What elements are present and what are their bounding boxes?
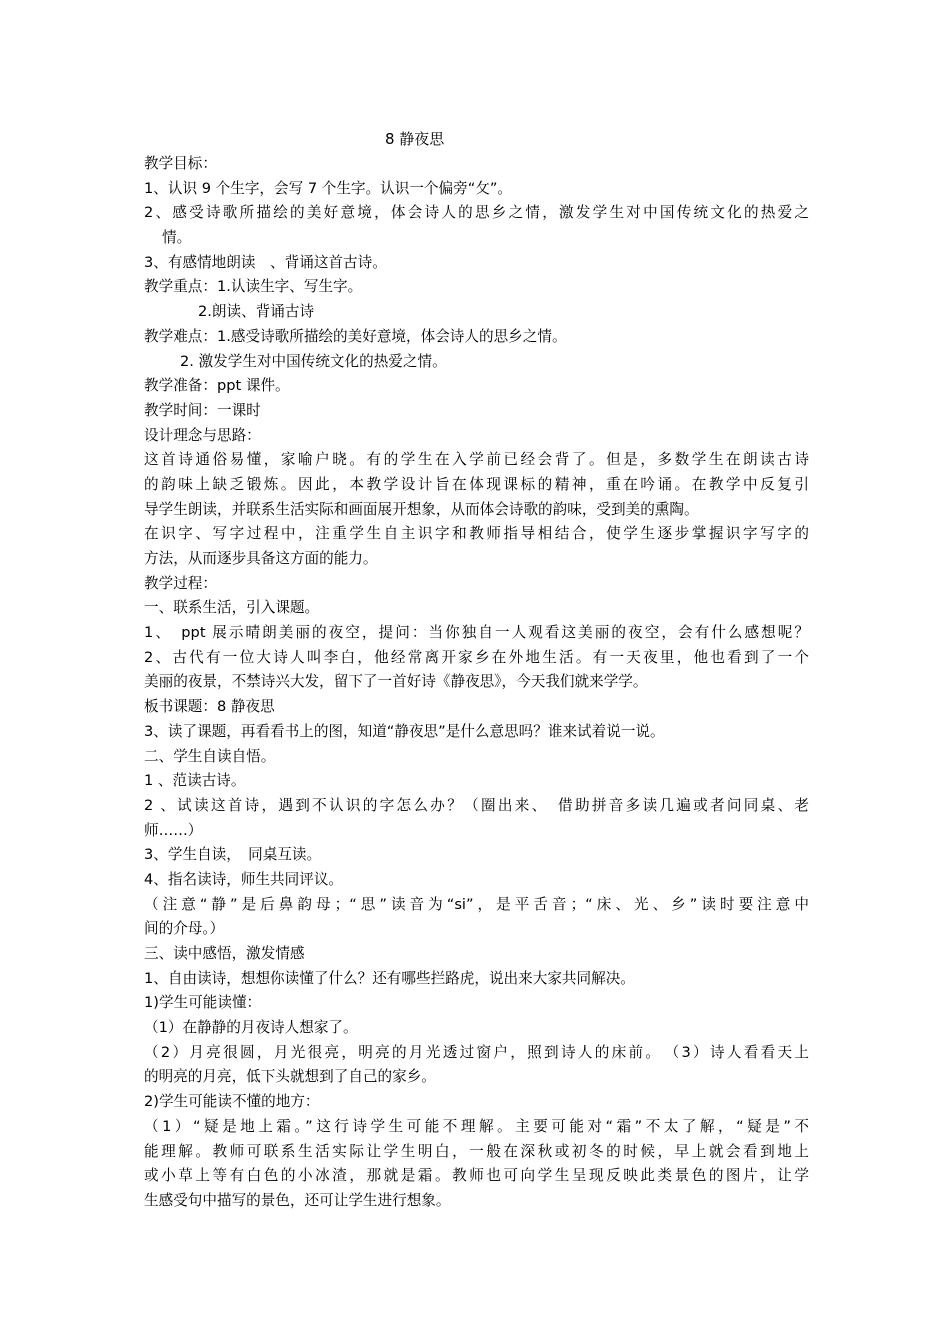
text-line: 教学目标： (144, 155, 217, 172)
text-line: 2.朗读、背诵古诗 (198, 303, 315, 321)
text-line: 1、 ppt 展示晴朗美丽的夜空，提问：当你独自一人观看这美丽的夜空，会有什么感想呢？ (144, 624, 809, 642)
text-line: 能理解。教师可联系生活实际让学生明白，一般在深秋或初冬的时候，早上就会看到地上 (144, 1142, 809, 1160)
text-line: 间的介母。） (144, 920, 225, 938)
text-line: 板书课题：8 静夜思 (144, 698, 275, 716)
text-line: （注意“静”是后鼻韵母；“思”读音为“si”，是平舌音；“床、光、乡”读时要注意中 (144, 895, 809, 913)
document-title: 8 静夜思 (385, 130, 445, 148)
text-line: 教学过程： (144, 574, 217, 592)
text-line: 或小草上等有白色的小冰渣，那就是霜。教师也可向学生呈现反映此类景色的图片，让学 (144, 1167, 809, 1185)
text-line: 设计理念与思路： (144, 426, 261, 444)
text-line: 师……） (144, 821, 203, 839)
text-line: 教学准备：ppt 课件。 (144, 377, 290, 395)
text-line: 美丽的夜景，不禁诗兴大发，留下了一首好诗《静夜思》，今天我们就来学学。 (144, 673, 648, 691)
text-line: （2）月亮很圆，月光很亮，明亮的月光透过窗户，照到诗人的床前。 （3）诗人看看天上 (144, 1043, 809, 1061)
text-line: 教学重点：1.认读生字、写生字。 (144, 278, 363, 296)
text-line: 3、有感情地朗读 、背诵这首古诗。 (144, 253, 387, 271)
text-line: 2 、试读这首诗，遇到不认识的字怎么办？（圈出来、 借助拼音多读几遍或者问同桌、老 (144, 796, 809, 814)
text-line: 三、读中感悟，激发情感 (144, 945, 305, 962)
text-line: 情。 (162, 229, 192, 247)
text-line: 4、指名读诗，师生共同评议。 (144, 870, 344, 888)
text-line: 2、感受诗歌所描绘的美好意境，体会诗人的思乡之情，激发学生对中国传统文化的热爱之 (144, 204, 809, 222)
text-line: （1）“疑是地上霜。”这行诗学生可能不理解。主要可能对“霜”不太了解，“疑是”不 (144, 1117, 809, 1135)
document-body (144, 152, 809, 1214)
text-line: 在识字、写字过程中，注重学生自主识字和教师指导相结合，使学生逐步掌握识字写字的 (144, 525, 809, 543)
text-line: 教学时间：一课时 (144, 401, 261, 419)
text-line: 方法，从而逐步具备这方面的能力。 (144, 550, 378, 567)
text-line: 2. 激发学生对中国传统文化的热爱之情。 (180, 352, 447, 370)
text-line: 教学难点：1.感受诗歌所描绘的美好意境，体会诗人的思乡之情。 (144, 327, 567, 345)
text-line: 这首诗通俗易懂，家喻户晓。有的学生在入学前已经会背了。但是，多数学生在朗读古诗 (144, 451, 809, 469)
text-line: 1、自由读诗，想想你读懂了什么？还有哪些拦路虎，说出来大家共同解决。 (144, 969, 635, 987)
text-line: 二、学生自读自悟。 (144, 747, 276, 765)
text-line: 1、认识 9 个生字，会写 7 个生字。认识一个偏旁“攵”。 (144, 179, 513, 197)
text-line: 2、古代有一位大诗人叫李白，他经常离开家乡在外地生活。有一天夜里，他也看到了一个 (144, 648, 809, 666)
text-line: 3、学生自读， 同桌互读。 (144, 846, 322, 864)
text-line: 1 、范读古诗。 (144, 772, 246, 790)
text-line: 一、联系生活，引入课题。 (144, 599, 320, 617)
text-line: 3、读了课题，再看看书上的图，知道“静夜思”是什么意思吗？谁来试着说一说。 (144, 722, 665, 740)
text-line: 的韵味上缺乏锻炼。因此，本教学设计旨在体现课标的精神，重在吟诵。在教学中反复引 (144, 475, 809, 493)
text-line: 1)学生可能读懂： (144, 994, 262, 1012)
text-line: 生感受句中描写的景色，还可让学生进行想象。 (144, 1191, 451, 1209)
text-line: 的明亮的月亮，低下头就想到了自己的家乡。 (144, 1068, 436, 1086)
text-line: （1）在静静的月夜诗人想家了。 (144, 1019, 358, 1037)
text-line: 2)学生可能读不懂的地方： (144, 1093, 320, 1111)
text-line: 导学生朗读，并联系生活实际和画面展开想象，从而体会诗歌的韵味，受到美的熏陶。 (144, 500, 699, 518)
